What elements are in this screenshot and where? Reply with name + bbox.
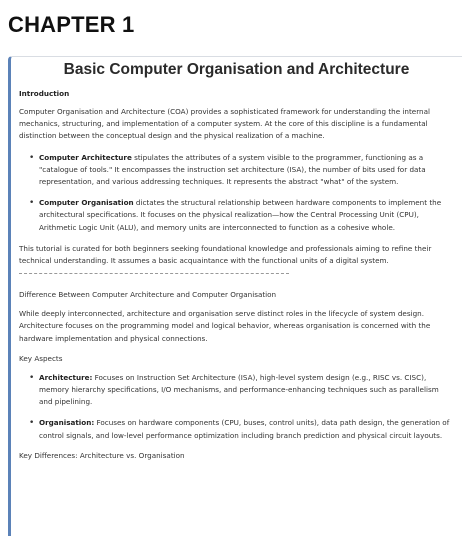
intro-paragraph: Computer Organisation and Architecture (COA) provides a sophisticated framework for understanding the internal mechanics, structuring, and implementation of a computer system. At the core of this discipline is a fundamental distinction between the conceptual design and the physical realization of a machine. <box>19 107 430 141</box>
bullet-term: Organisation: <box>39 418 95 428</box>
intro-closing: This tutorial is curated for both beginners seeking foundational knowledge and professionals aiming to refine their technical understanding. It assumes a basic acquaintance with the functional units of a digital system. <box>19 243 432 266</box>
section-divider <box>19 273 289 274</box>
bullet-text: Focuses on hardware components (CPU, buses, control units), data path design, the generation of control signals, and low-level performance optimization including branch prediction and physical circuit layouts. <box>39 418 450 440</box>
bullet-icon: • <box>29 198 35 209</box>
intro-bullet-list <box>19 152 454 234</box>
bullet-text: Focuses on Instruction Set Architecture (ISA), high-level system design (e.g., RISC vs. CISC), memory hierarchy specifications, I/O mechanisms, and performance-enhancing techniques such as parallelism and pipelining. <box>39 372 439 407</box>
bullet-text: stipulates the attributes of a system visible to the programmer, functioning as a "catalogue of tools." It encompasses the instruction set architecture (ISA), the number of bits used for data representation, and various addressing techniques. It represents the abstract "what" of the system. <box>39 152 426 187</box>
bullet-text: dictates the structural relationship between hardware components to implement the architectural specifications. It focuses on the physical realization—how the Central Processing Unit (CPU), Arithmetic Logic Unit (ALU), and memory units are interconnected to function as a cohesive whole. <box>39 198 442 232</box>
bullet-icon: • <box>29 152 35 163</box>
content-card <box>8 56 462 536</box>
list-item <box>19 372 454 409</box>
list-item <box>19 152 454 189</box>
bullet-icon: • <box>29 418 35 429</box>
bullet-term: Computer Organisation <box>39 198 134 208</box>
difference-heading: Difference Between Computer Architecture and Computer Organisation <box>19 290 277 300</box>
difference-paragraph: While deeply interconnected, architecture and organisation serve distinct roles in the lifecycle of system design. Architecture focuses on the programming model and logical behavior, whereas organisation is concerned with the hardware implementation and physical connections. <box>19 309 431 343</box>
page-title: Basic Computer Organisation and Architecture <box>63 61 410 78</box>
intro-heading: Introduction <box>19 89 70 98</box>
chapter-heading: CHAPTER 1 <box>8 12 135 37</box>
list-item <box>19 197 454 234</box>
list-item <box>19 417 454 441</box>
bullet-term: Architecture: <box>39 372 93 382</box>
key-aspects-heading: Key Aspects <box>19 353 63 363</box>
bullet-icon: • <box>29 372 35 383</box>
bullet-term: Computer Architecture <box>39 152 132 162</box>
key-differences-heading: Key Differences: Architecture vs. Organisation <box>19 450 185 460</box>
key-aspects-list <box>19 372 454 442</box>
